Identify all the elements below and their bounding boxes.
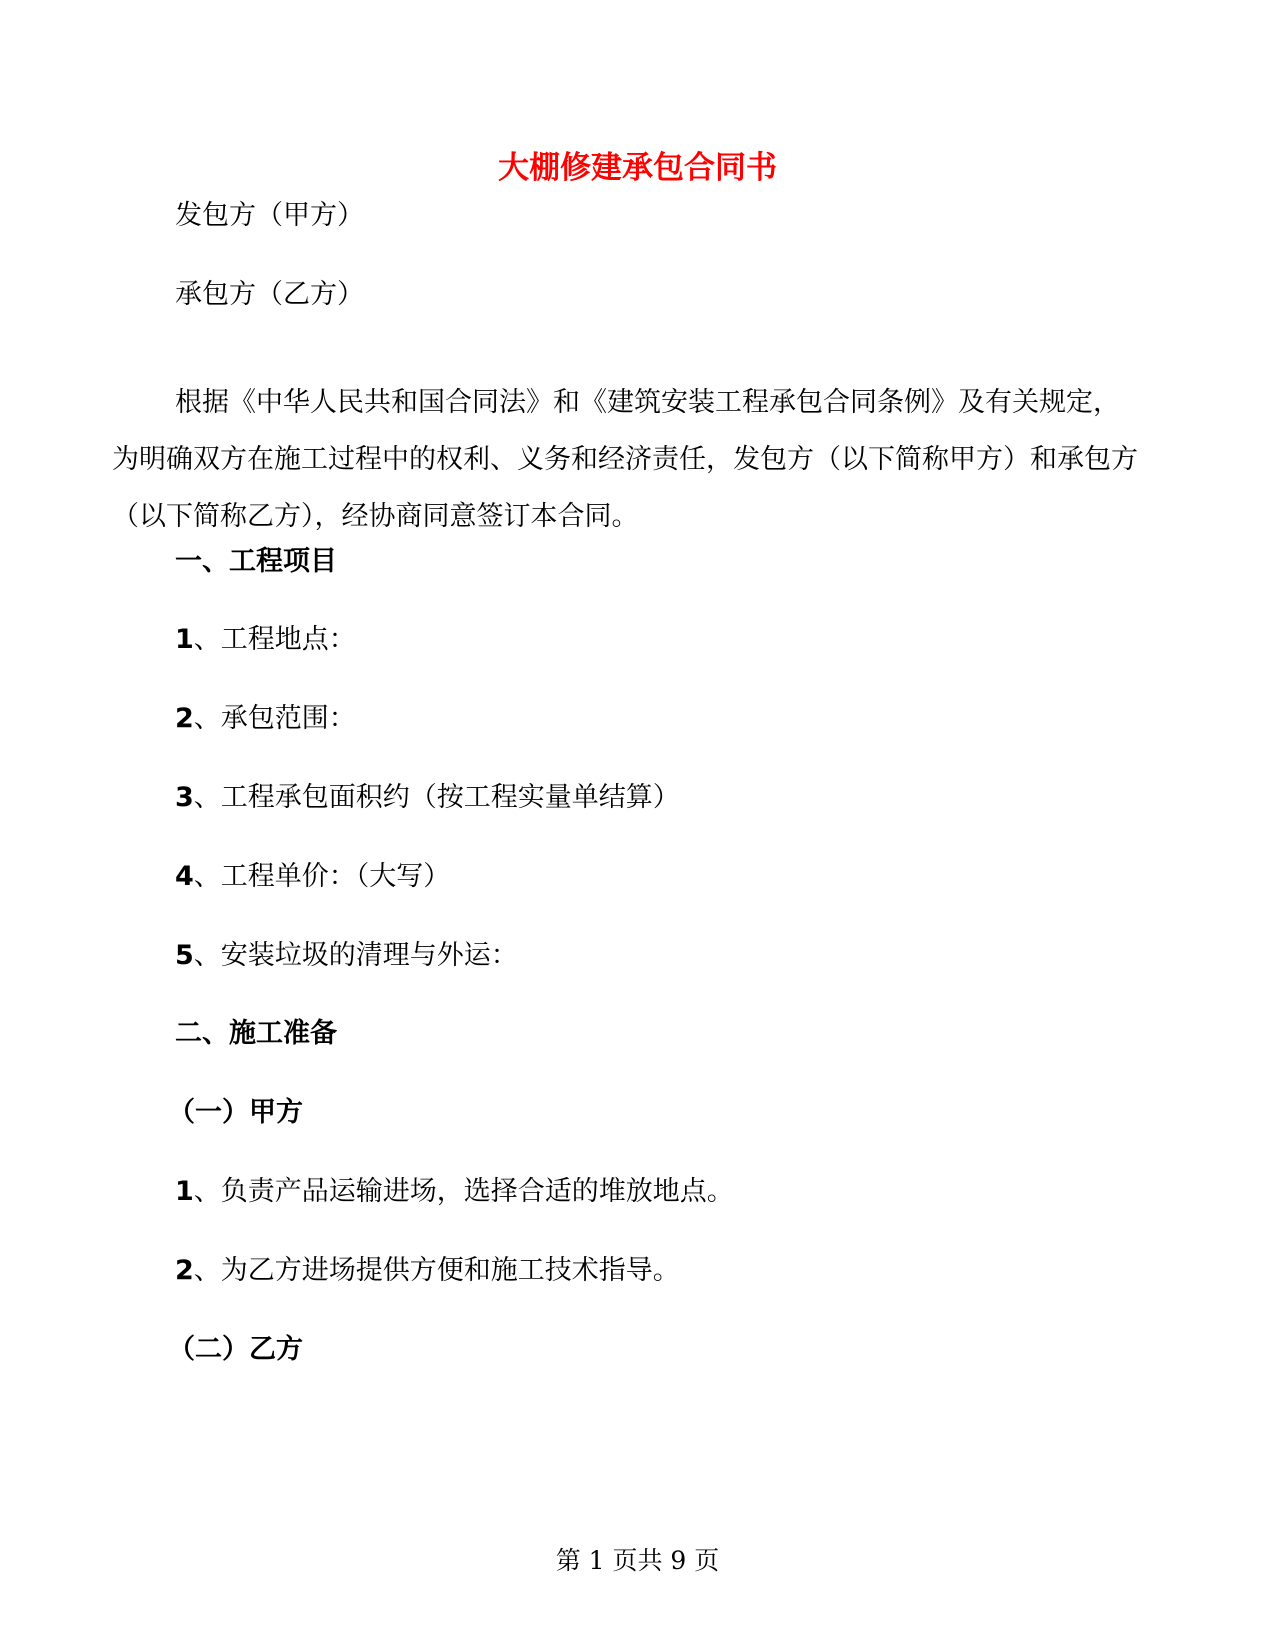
item-number: 3	[175, 782, 194, 813]
item-number: 1	[175, 624, 194, 655]
intro-line-3: 方）和承包方（以下简称乙方），经协商同意签订本合同。	[112, 444, 1138, 532]
section-1-item	[175, 938, 518, 974]
item-text: 、为乙方进场提供方便和施工技术指导。	[193, 1255, 680, 1286]
party-a-line: 发包方（甲方）	[175, 200, 364, 231]
item-number: 1	[175, 1176, 194, 1207]
item-text: 、负责产品运输进场，选择合适的堆放地点。	[193, 1176, 734, 1207]
item-text: 、安装垃圾的清理与外运：	[193, 940, 518, 971]
subsection-party-a-item	[175, 1253, 680, 1289]
section-1-heading: 一、工程项目	[175, 546, 337, 577]
subsection-party-a-item	[175, 1174, 734, 1210]
item-text: 、工程单价：（大写）	[193, 861, 451, 892]
document-title: 大棚修建承包合同书	[498, 150, 777, 186]
section-1-item	[175, 780, 680, 816]
item-text: 、工程地点：	[193, 624, 356, 655]
intro-line-1: 根据《中华人民共和国合同法》和《建筑安装工程承包合同条例》及有关规	[175, 387, 1066, 418]
subsection-party-a-heading: （一）甲方	[168, 1097, 303, 1128]
section-1-item	[175, 859, 450, 895]
party-b-line: 承包方（乙方）	[175, 279, 364, 310]
intro-line-2: 定，为明确双方在施工过程中的权利、义务和经济责任，发包方（以下简称甲	[112, 387, 1120, 475]
section-1-item	[175, 701, 356, 737]
item-number: 4	[175, 861, 194, 892]
subsection-party-b-heading: （二）乙方	[168, 1334, 303, 1365]
intro-paragraph	[112, 374, 1142, 545]
item-text: 、承包范围：	[193, 703, 356, 734]
page-footer: 第 1 页共 9 页	[555, 1546, 720, 1575]
section-2-heading: 二、施工准备	[175, 1018, 337, 1049]
item-number: 2	[175, 703, 194, 734]
item-number: 5	[175, 940, 194, 971]
item-text: 、工程承包面积约（按工程实量单结算）	[193, 782, 680, 813]
item-number: 2	[175, 1255, 194, 1286]
section-1-item	[175, 622, 356, 658]
